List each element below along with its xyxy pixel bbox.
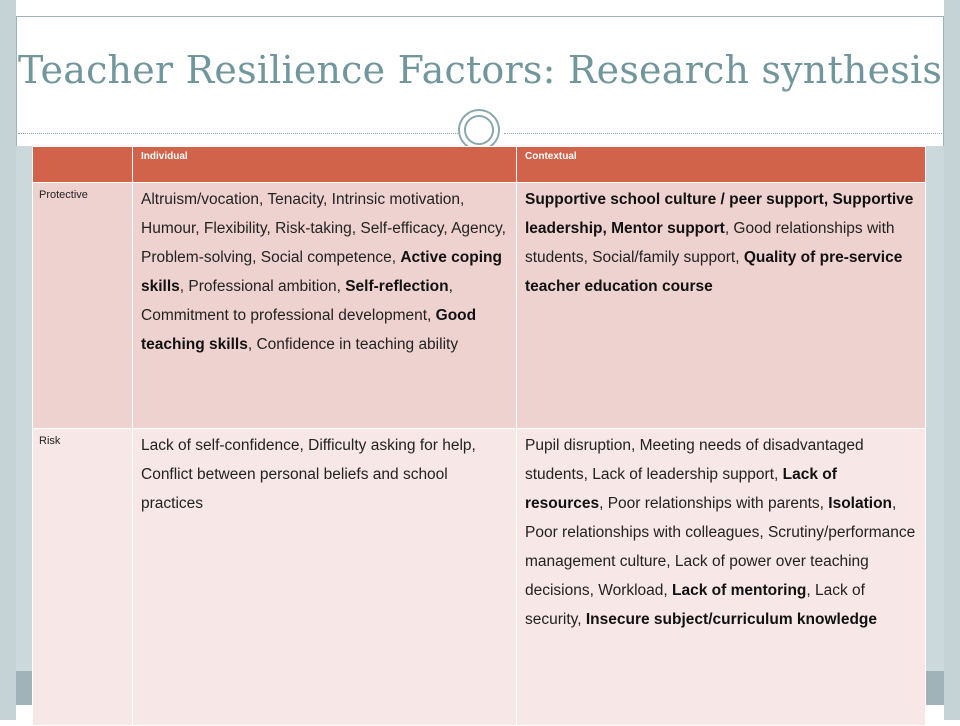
row-label-risk: Risk xyxy=(33,429,133,726)
factor-text: Pupil disruption, Meeting needs of disadvantaged students, Lack of leadership support, xyxy=(525,437,864,483)
emphasized-factor-text: Supportive school culture / peer support, Supportive leadership, Mentor support xyxy=(525,191,914,237)
risk-individual-cell xyxy=(133,429,517,726)
emphasized-factor-text: Self-reflection xyxy=(345,278,449,295)
emphasized-factor-text: Good teaching skills xyxy=(141,307,477,353)
factor-text: , Good relationships with students, Social/family support, xyxy=(525,220,895,266)
emphasized-factor-text: Lack of mentoring xyxy=(672,582,807,599)
risk-contextual-cell xyxy=(517,429,926,726)
emphasized-factor-text: Isolation xyxy=(828,495,893,512)
factor-text: , Lack of security, xyxy=(525,582,865,628)
emphasized-factor-text: Active coping skills xyxy=(141,249,502,295)
title-divider-left xyxy=(18,133,458,134)
factor-text: , Poor relationships with parents, xyxy=(599,495,829,512)
divider-ring-ornament xyxy=(458,109,500,151)
header-empty-cell xyxy=(33,147,133,183)
factor-text: , Confidence in teaching ability xyxy=(247,336,459,353)
right-side-bar xyxy=(944,0,960,720)
protective-individual-cell xyxy=(133,183,517,429)
table-row-risk xyxy=(33,429,926,726)
protective-contextual-cell xyxy=(517,183,926,429)
emphasized-factor-text: Insecure subject/curriculum knowledge xyxy=(585,611,878,628)
emphasized-factor-text: Lack of resources xyxy=(525,466,837,512)
title-divider-right xyxy=(504,133,942,134)
factor-text: , Commitment to professional development, xyxy=(141,278,453,324)
left-side-bar xyxy=(0,0,16,720)
table-row-protective xyxy=(33,183,926,429)
header-individual: Individual xyxy=(133,147,517,183)
table-header-row xyxy=(33,147,926,183)
factor-text: , Poor relationships with colleagues, Scrutiny/performance management culture, Lack of power over teaching decisions, Workload, xyxy=(525,495,916,599)
factor-text: , Professional ambition, xyxy=(179,278,346,295)
slide-title: Teacher Resilience Factors: Research synthesis xyxy=(17,48,943,92)
row-label-protective: Protective xyxy=(33,183,133,429)
factor-text: Lack of self-confidence, Difficulty asking for help, Conflict between personal beliefs and school practices xyxy=(141,437,476,512)
header-contextual: Contextual xyxy=(517,147,926,183)
emphasized-factor-text: Quality of pre-service teacher education course xyxy=(525,249,903,295)
factor-text: Altruism/vocation, Tenacity, Intrinsic motivation, Humour, Flexibility, Risk-taking, Self-efficacy, Agency, Problem-solving, Social competence, xyxy=(141,191,506,266)
resilience-factors-table xyxy=(32,146,926,726)
